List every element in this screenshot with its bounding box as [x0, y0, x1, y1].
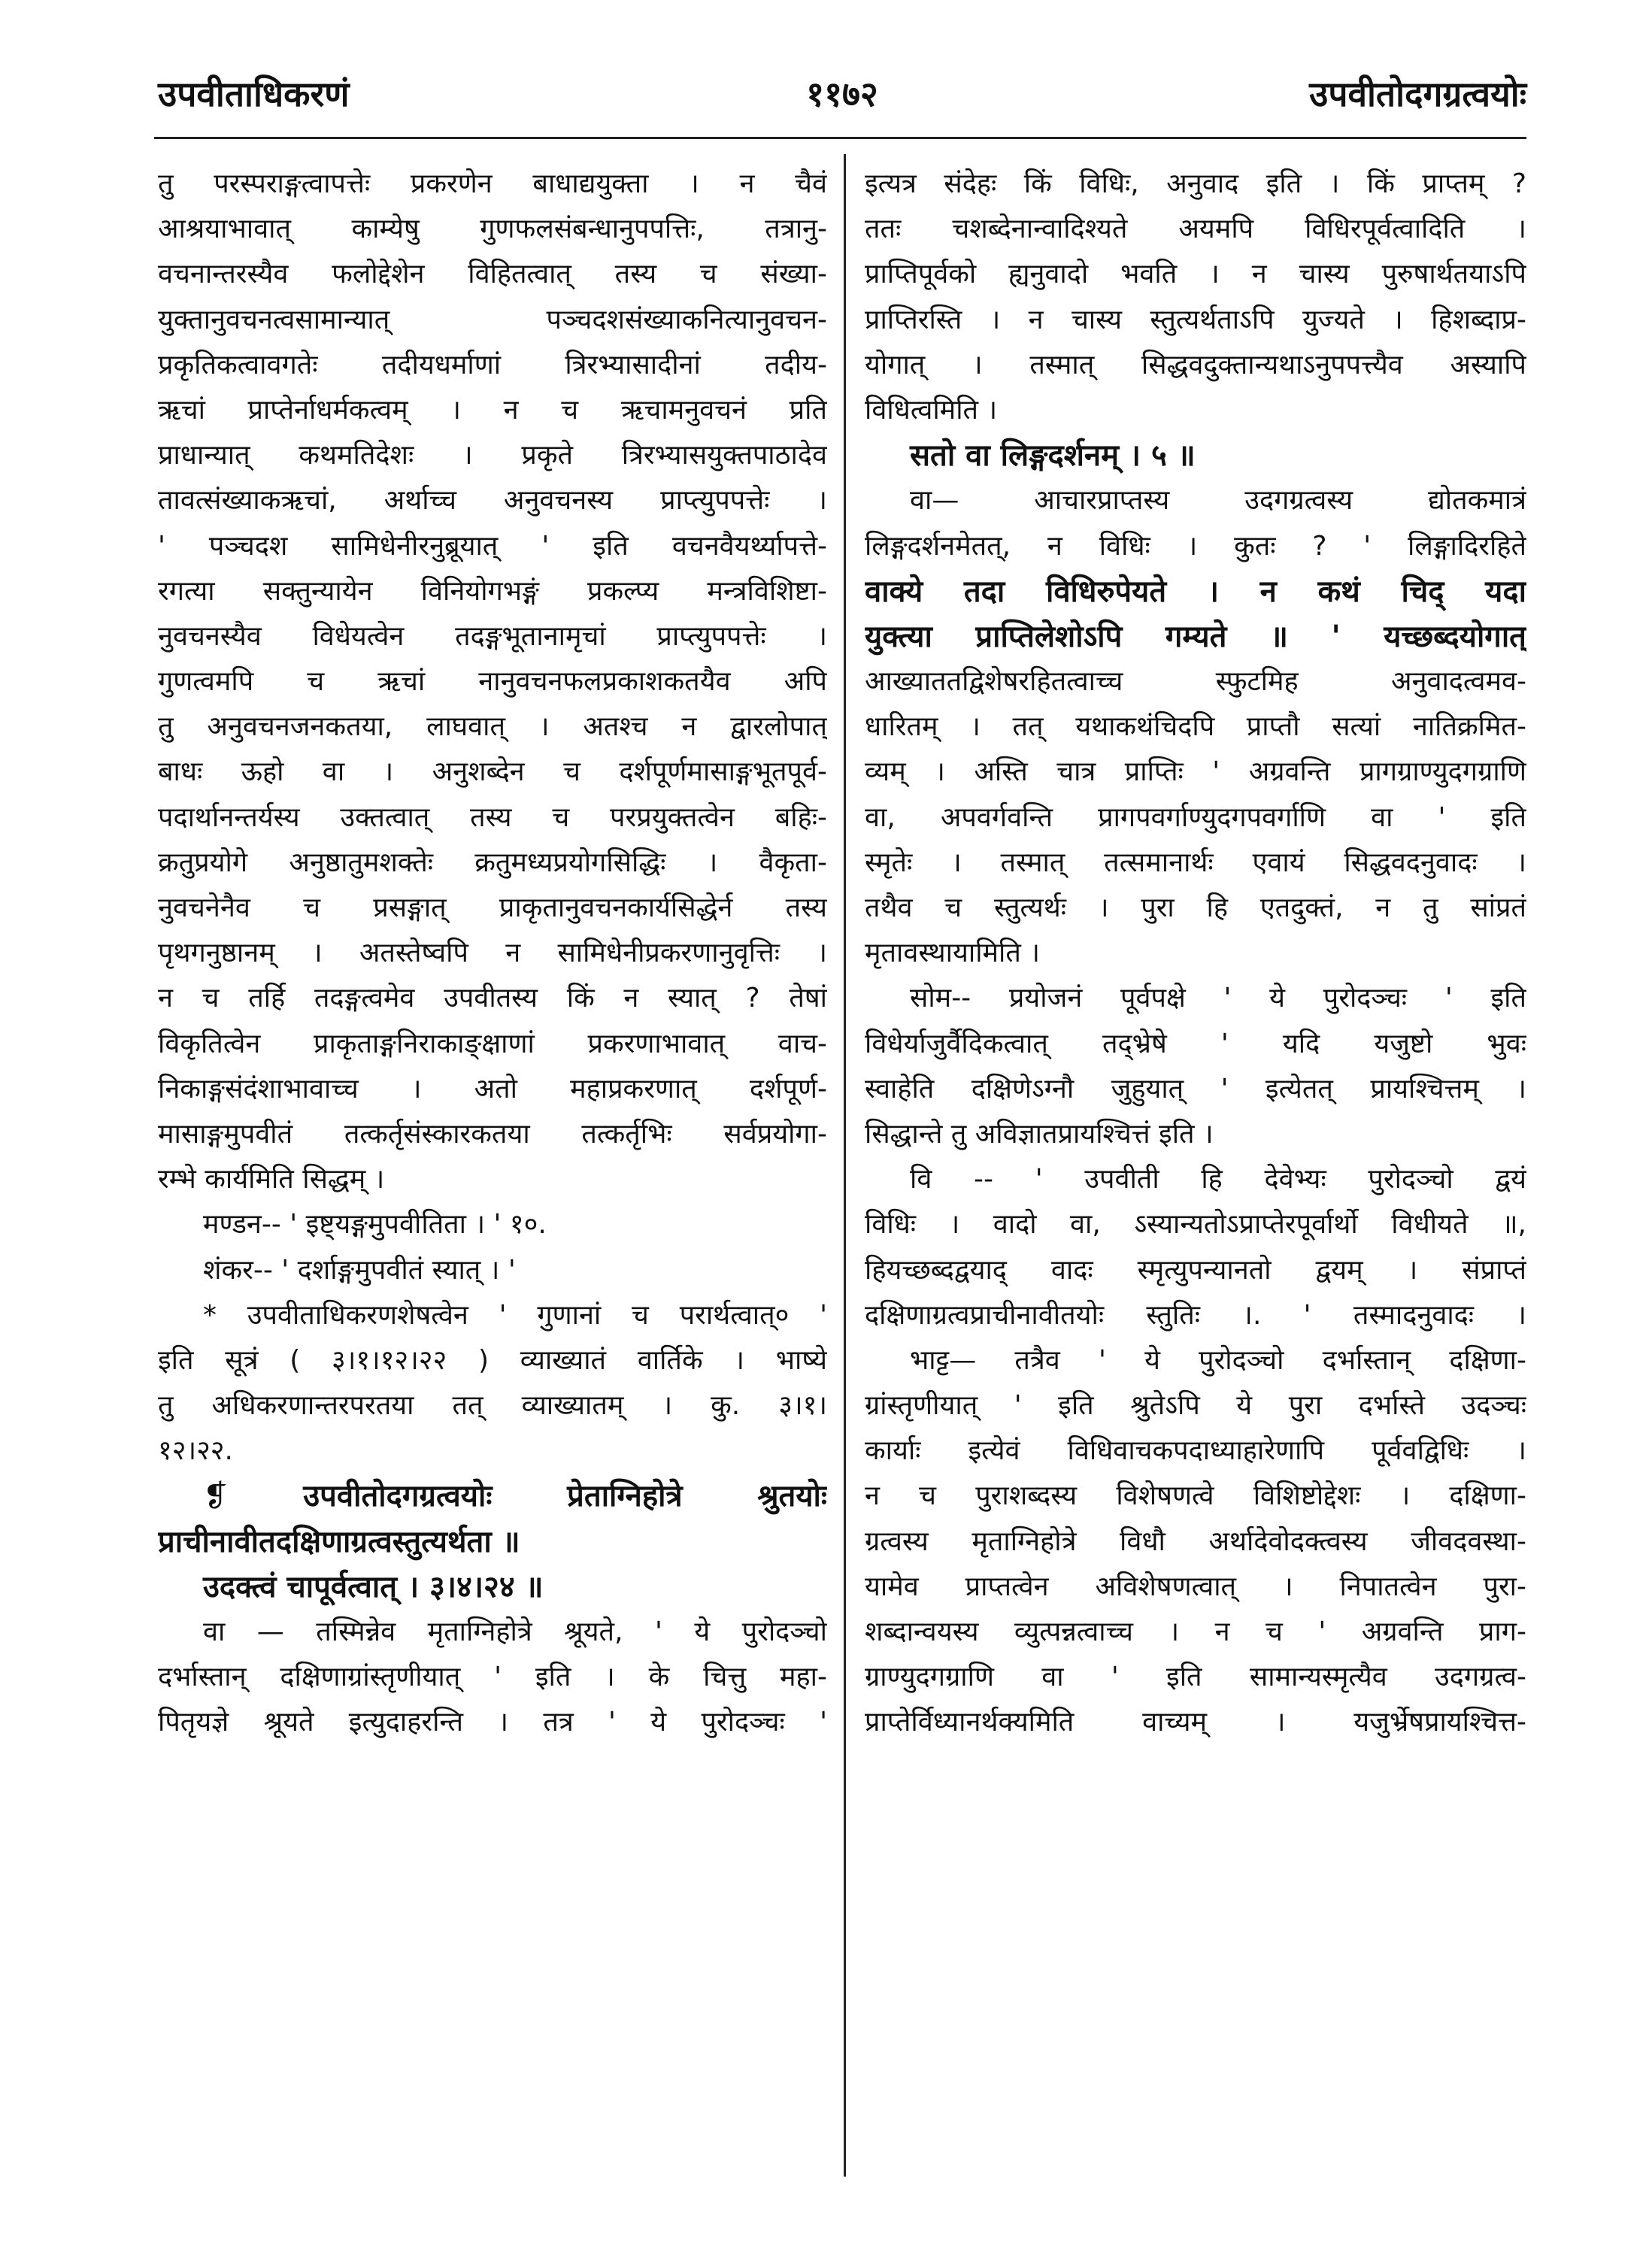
text-line: युक्तानुवचनत्वसामान्यात् पञ्चदशसंख्याकनित्यानुवचन-	[158, 304, 827, 335]
text-line: वचनान्तरस्यैव फलोद्देशेन विहितत्वात् तस्य च संख्या-	[158, 259, 827, 290]
text-line: पृथगनुष्ठानम् । अतस्तेष्वपि न सामिधेनीप्रकरणानुवृत्तिः ।	[158, 938, 827, 969]
text-line: वा— आचारप्राप्तस्य उदगग्रत्वस्य द्योतकमात्रं	[910, 485, 1526, 517]
section-heading-line: प्राचीनावीतदक्षिणाग्रत्वस्तुत्यर्थता ॥	[158, 1524, 520, 1559]
text-line: तावत्संख्याकऋचां, अर्थाच्च अनुवचनस्य प्राप्त्युपपत्तेः ।	[158, 485, 827, 517]
text-line: योगात् । तस्मात् सिद्धवदुक्तान्यथाऽनुपपत्त्यैव अस्यापि	[865, 349, 1526, 380]
text-line: मृतावस्थायामिति ।	[865, 938, 1040, 969]
text-line: तु अधिकरणान्तरपरतया तत् व्याख्यातम् । कु. ३।१।	[158, 1390, 827, 1422]
running-header	[158, 68, 1526, 128]
text-line: इत्यत्र संदेहः किं विधिः, अनुवाद इति । किं प्राप्तम् ?	[865, 168, 1526, 199]
text-line: विकृतित्वेन प्राकृताङ्गनिराकाङ्क्षाणां प्रकरणाभावात् वाच-	[158, 1028, 827, 1059]
text-line: इति सूत्रं ( ३।१।१२।२२ ) व्याख्यातं वार्तिके । भाष्ये	[158, 1344, 827, 1376]
text-line: रम्भे कार्यमिति सिद्धम् ।	[158, 1164, 385, 1195]
column-divider	[844, 154, 846, 2177]
text-line: शंकर-- ' दर्शाङ्गमुपवीतं स्यात् । '	[203, 1254, 516, 1286]
text-line: पितृयज्ञे श्रूयते इत्युदाहरन्ति । तत्र ' ये पुरोदञ्चः '	[158, 1707, 827, 1738]
text-line: तथैव च स्तुत्यर्थः । पुरा हि एतदुक्तं, न तु सांप्रतं	[865, 892, 1526, 923]
section-heading-line: उदक्त्वं चापूर्वत्वात् । ३।४।२४ ॥	[203, 1569, 544, 1604]
text-line: मासाङ्गमुपवीतं तत्कर्तृसंस्कारकतया तत्कर्तृभिः सर्वप्रयोगा-	[158, 1118, 827, 1150]
text-line: ततः चशब्देनान्वादिश्यते अयमपि विधिरपूर्वत्वादिति ।	[865, 214, 1526, 245]
text-line: दक्षिणाग्रत्वप्राचीनावीतयोः स्तुतिः ।. ' तस्मादनुवादः ।	[865, 1299, 1526, 1331]
text-line: सोम-- प्रयोजनं पूर्वपक्षे ' ये पुरोदञ्चः ' इति	[910, 983, 1526, 1014]
text-line: रगत्या सक्तुन्यायेन विनियोगभङ्गं प्रकल्प्य मन्त्रविशिष्टा-	[158, 575, 827, 607]
page-number: ११७२	[806, 74, 878, 114]
text-line: ग्राण्युदगग्राणि वा ' इति सामान्यस्मृत्यैव उदगग्रत्व-	[865, 1662, 1526, 1693]
text-line: विधित्वमिति ।	[865, 394, 998, 426]
right-column	[865, 162, 1526, 2177]
text-line: गुणत्वमपि च ऋचां नानुवचनफलप्रकाशकतयैव अपि	[158, 666, 827, 698]
text-line: प्राप्तिरस्ति । न चास्य स्तुत्यर्थताऽपि युज्यते । हिशब्दाप्र-	[865, 304, 1526, 335]
text-line: नुवचनस्यैव विधेयत्वेन तदङ्गभूतानामृचां प्राप्त्युपपत्तेः ।	[158, 620, 827, 652]
text-line: * उपवीताधिकरणशेषत्वेन ' गुणानां च परार्थत्वात्० '	[203, 1299, 827, 1331]
text-line: न च तर्हि तदङ्गत्वमेव उपवीतस्य किं न स्यात् ? तेषां	[158, 983, 827, 1014]
header-right-title: उपवीतोदगग्रत्वयोः	[1309, 74, 1526, 114]
text-line: विधिः । वादो वा, ऽस्यान्यतोऽप्राप्तेरपूर्वार्थो विधीयते ॥,	[865, 1209, 1526, 1241]
header-rule	[154, 137, 1526, 139]
text-line: निकाङ्गसंदंशाभावाच्च । अतो महाप्रकरणात् दर्शपूर्ण-	[158, 1073, 827, 1104]
text-line: व्यम् । अस्ति चात्र प्राप्तिः ' अग्रवन्ति प्रागग्राण्युदगग्राणि	[865, 756, 1526, 788]
text-line: स्मृतेः । तस्मात् तत्समानार्थः एवायं सिद्धवदनुवादः ।	[865, 847, 1526, 878]
text-line: विधेर्याजुर्वैदिकत्वात् तद्भ्रेषे ' यदि यजुष्टो भुवः	[865, 1028, 1526, 1059]
text-line: शब्दान्वयस्य व्युत्पन्नत्वाच्च । न च ' अग्रवन्ति प्राग-	[865, 1616, 1526, 1647]
text-line: बाधः ऊहो वा । अनुशब्देन च दर्शपूर्णमासाङ्गभूतपूर्व-	[158, 756, 827, 788]
text-line: ग्रांस्तृणीयात् ' इति श्रुतेऽपि ये पुरा दर्भास्ते उदञ्चः	[865, 1390, 1526, 1422]
text-line: वि -- ' उपवीती हि देवेभ्यः पुरोदञ्चो द्वयं	[910, 1164, 1526, 1195]
left-column	[158, 162, 827, 2177]
text-line: ऋचां प्राप्तेर्नाधर्मकत्वम् । न च ऋचामनुवचनं प्रति	[158, 394, 827, 426]
text-line: सिद्धान्ते तु अविज्ञातप्रायश्चित्तं इति ।	[865, 1118, 1214, 1150]
text-line: स्वाहेति दक्षिणेऽग्नौ जुहुयात् ' इत्येतत् प्रायश्चित्तम् ।	[865, 1073, 1526, 1104]
text-line: तु अनुवचनजनकतया, लाघवात् । अतश्च न द्वारलोपात्	[158, 711, 827, 743]
text-line: हियच्छब्दद्वयाद् वादः स्मृत्युपन्यानतो द्वयम् । संप्राप्तं	[865, 1254, 1526, 1286]
text-line: वा — तस्मिन्नेव मृताग्निहोत्रे श्रूयते, ' ये पुरोदञ्चो	[203, 1616, 827, 1647]
text-line: धारितम् । तत् यथाकथंचिदपि प्राप्तौ सत्यां नातिक्रमित-	[865, 711, 1526, 743]
text-line: प्राप्तेर्विध्यानर्थक्यमिति वाच्यम् । यजुर्भ्रेषप्रायश्चित्त-	[865, 1707, 1526, 1738]
text-line: कार्याः इत्येवं विधिवाचकपदाध्याहारेणापि पूर्ववद्विधिः ।	[865, 1435, 1526, 1467]
section-heading-line: सतो वा लिङ्गदर्शनम् । ५ ॥	[910, 438, 1196, 474]
header-left-title: उपवीताधिकरणं	[158, 74, 350, 114]
section-heading-line: ❡ उपवीतोदगग्रत्वयोः प्रेताग्निहोत्रे श्रुतयोः	[203, 1479, 827, 1514]
text-line: लिङ्गदर्शनमेतत्, न विधिः । कुतः ? ' लिङ्गादिरहिते	[865, 530, 1526, 562]
text-line: मण्डन-- ' इष्ट्यङ्गमुपवीतिता । ' १०.	[203, 1209, 547, 1241]
text-line: ग्रत्वस्य मृताग्निहोत्रे विधौ अर्थादेवोदक्त्वस्य जीवदवस्था-	[865, 1525, 1526, 1557]
text-line: तु परस्पराङ्गत्वापत्तेः प्रकरणेन बाधाद्ययुक्ता । न चैवं	[158, 168, 827, 199]
text-line: दर्भास्तान् दक्षिणाग्रांस्तृणीयात् ' इति । के चित्तु महा-	[158, 1662, 827, 1693]
text-line: भाट्ट— तत्रैव ' ये पुरोदञ्चो दर्भास्तान् दक्षिणा-	[910, 1344, 1526, 1376]
text-line: नुवचनेनैव च प्रसङ्गात् प्राकृतानुवचनकार्यसिद्धेर्न तस्य	[158, 892, 827, 923]
text-line: पदार्थानन्तर्यस्य उक्तत्वात् तस्य च परप्रयुक्तत्वेन बहिः-	[158, 801, 827, 833]
text-line: ' पञ्चदश सामिधेनीरनुब्रूयात् ' इति वचनवैयर्थ्यापत्ते-	[158, 530, 827, 562]
text-line: वाक्ये तदा विधिरुपेयते । न कथं चिद् यदा	[865, 574, 1526, 609]
text-line: क्रतुप्रयोगे अनुष्ठातुमशक्तेः क्रतुमध्यप्रयोगसिद्धिः । वैकृता-	[158, 847, 827, 878]
text-line: वा, अपवर्गवन्ति प्रागपवर्गाण्युदगपवर्गाणि वा ' इति	[865, 801, 1526, 833]
text-line: आश्रयाभावात् काम्येषु गुणफलसंबन्धानुपपत्तिः, तत्रानु-	[158, 214, 827, 245]
text-line: प्राधान्यात् कथमतिदेशः । प्रकृते त्रिरभ्यासयुक्तपाठादेव	[158, 440, 827, 471]
text-line: १२।२२.	[158, 1435, 233, 1467]
text-line: प्राप्तिपूर्वको ह्यनुवादो भवति । न चास्य पुरुषार्थतयाऽपि	[865, 259, 1526, 290]
text-line: न च पुराशब्दस्य विशेषणत्वे विशिष्टोद्देशः । दक्षिणा-	[865, 1480, 1526, 1512]
text-line: यामेव प्राप्तत्वेन अविशेषणत्वात् । निपातत्वेन पुरा-	[865, 1571, 1526, 1602]
text-line: युक्त्या प्राप्तिलेशोऽपि गम्यते ॥ ' यच्छब्दयोगात्	[865, 619, 1526, 654]
text-line: आख्याततद्विशेषरहितत्वाच्च स्फुटमिह अनुवादत्वमव-	[865, 666, 1526, 698]
text-line: प्रकृतिकत्वावगतेः तदीयधर्माणां त्रिरभ्यासादीनां तदीय-	[158, 349, 827, 380]
